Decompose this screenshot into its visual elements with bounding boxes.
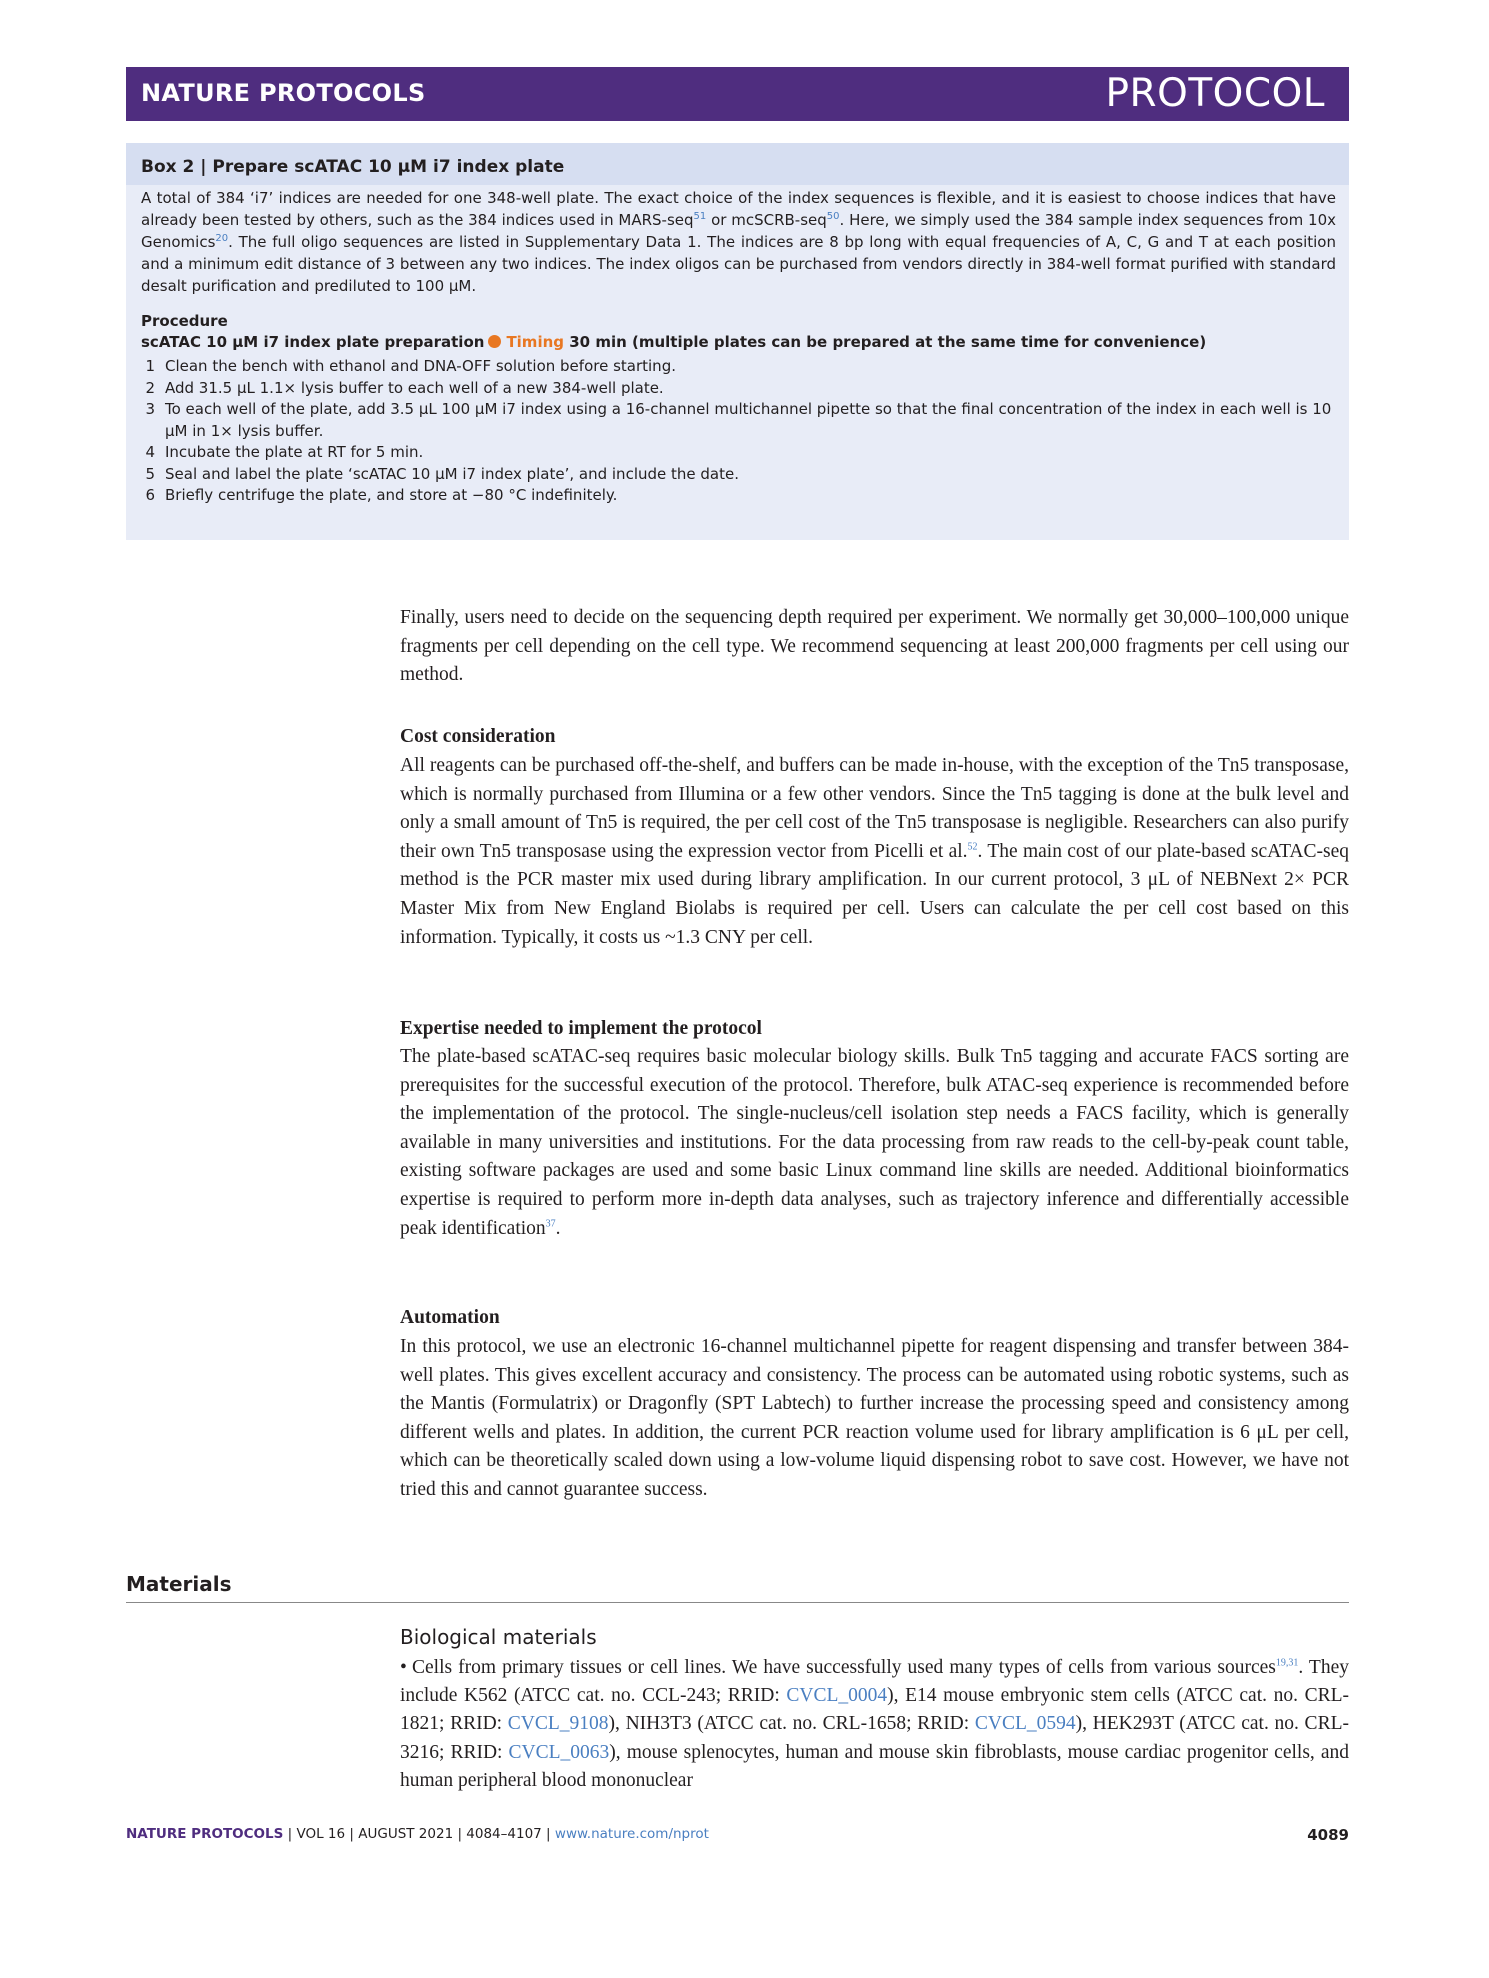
paragraph-text: . The main cost of our plate-based scATAC-seq method is the PCR master mix used during library amplification. In our current protocol, 3 μL of NEBNext 2× PCR Master Mix from New England Biolabs is required per cell. Users can calculate the per cell cost based on this information. Typically, it costs us ~1.3 CNY per cell. — [400, 840, 1350, 948]
item-text: ), E14 mouse embryonic stem cells (ATCC cat. no. CRL-1821; RRID: — [400, 1685, 1349, 1735]
paragraph-text: In this protocol, we use an electronic 16-channel multichannel pipette for reagent dispensing and transfer between 384-well plates. This gives excellent accuracy and consistency. The process can be automated using robotic systems, such as the Mantis (Formulatrix) or Dragonfly (SPT Labtech) to further increase the processing speed and consistency among different wells and plates. In addition, the current PCR reaction volume used for library amplification is 6 μL per cell, which can be theoretically scaled down using a low-volume liquid dispensing robot to save cost. However, we have not tried this and cannot guarantee success. — [400, 1336, 1349, 1500]
rrid-link[interactable]: CVCL_0594 — [974, 1713, 1076, 1735]
procedure-step — [141, 399, 1336, 442]
item-text: ), NIH3T3 (ATCC cat. no. CRL-1658; RRID: — [608, 1713, 975, 1735]
paragraph-sequencing-depth — [400, 604, 1349, 690]
paragraph-text: All reagents can be purchased off-the-shelf, and buffers can be made in-house, with the exception of the Tn5 transposase, which is normally purchased from Illumina or a few other vendors. Since the Tn5 tagging is done at the bulk level and only a small amount of Tn5 is required, the per cell cost of the Tn5 transposase is negligible. Researchers can also purify their own Tn5 transposase using the expression vector from Picelli et al. — [400, 755, 1349, 862]
citation-ref[interactable]: 50 — [826, 211, 840, 222]
step-number: 6 — [145, 486, 155, 504]
procedure-step — [141, 356, 1336, 378]
box-title: Box 2 | Prepare scATAC 10 μM i7 index plate — [141, 157, 565, 177]
timing-label: Timing — [506, 333, 564, 351]
step-number: 5 — [145, 464, 155, 483]
procedure-step — [141, 442, 1336, 464]
step-text: Incubate the plate at RT for 5 min. — [165, 443, 424, 461]
timing-dot-icon — [488, 335, 501, 348]
section-heading-cost: Cost consideration — [400, 726, 556, 747]
journal-name: NATURE PROTOCOLS — [141, 79, 426, 107]
materials-heading: Materials — [126, 1572, 232, 1596]
item-text: . They include K562 (ATCC cat. no. CCL-243; RRID: — [400, 1657, 1349, 1707]
step-number: 4 — [145, 443, 155, 461]
step-text: Briefly centrifuge the plate, and store at −80 °C indefinitely. — [165, 486, 618, 504]
procedure-step — [141, 378, 1336, 400]
section-heading-automation: Automation — [400, 1307, 500, 1328]
box-2 — [126, 143, 1349, 540]
box-intro-text: A total of 384 ‘i7’ indices are needed for one 348-well plate. The exact choice of the index sequences is flexible, and it is easiest to choose indices that have already been tested by others, such as the 384 indices used in MARS-seq — [141, 189, 1336, 229]
box-intro-text: . Here, we simply used the 384 sample index sequences from 10x Genomics — [141, 211, 1336, 251]
step-number: 1 — [145, 357, 155, 375]
item-text: ), mouse splenocytes, human and mouse skin fibroblasts, mouse cardiac progenitor cells, and human peripheral blood mononuclear — [400, 1741, 1349, 1791]
footer-link[interactable]: www.nature.com/nprot — [554, 1826, 709, 1842]
rrid-link[interactable]: CVCL_9108 — [507, 1713, 609, 1735]
procedure-step-heading — [141, 333, 1206, 351]
step-text: To each well of the plate, add 3.5 μL 100 μM i7 index using a 16-channel multichannel pipette so that the final concentration of the index in each well is 10 μM in 1× lysis buffer. — [165, 400, 1332, 440]
paragraph-text: The plate-based scATAC-seq requires basic molecular biology skills. Bulk Tn5 tagging and accurate FACS sorting are prerequisites for the successful execution of the protocol. Therefore, bulk ATAC-seq experience is recommended before the implementation of the protocol. The single-nucleus/cell isolation step needs a FACS facility, which is generally available in many universities and institutions. For the data processing from raw reads to the cell-by-peak count table, existing software packages are used and some basic Linux command line skills are needed. Additional bioinformatics expertise is required to perform more in-depth data analyses, such as trajectory inference and differentially accessible peak identification — [400, 1046, 1349, 1239]
section-heading-expertise: Expertise needed to implement the protocol — [400, 1018, 762, 1039]
footer-journal: NATURE PROTOCOLS — [126, 1826, 284, 1842]
box-intro-text: . The full oligo sequences are listed in Supplementary Data 1. The indices are 8 bp long with equal frequencies of A, C, G and T at each position and a minimum edit distance of 3 between any two indices. The index oligos can be purchased from vendors directly in 384-well format purified with standard desalt purification and prediluted to 100 μM. — [141, 233, 1336, 295]
box-intro-text: or mcSCRB-seq — [706, 211, 827, 229]
citation-ref[interactable]: 37 — [545, 1218, 556, 1230]
rrid-link[interactable]: CVCL_0063 — [508, 1741, 610, 1763]
paragraph-cost — [400, 752, 1349, 952]
article-type: PROTOCOL — [1105, 71, 1325, 116]
step-number: 2 — [145, 378, 155, 397]
rrid-link[interactable]: CVCL_0004 — [786, 1685, 888, 1707]
paragraph-automation — [400, 1333, 1349, 1505]
bullet-icon: • — [400, 1657, 407, 1678]
paragraph-expertise — [400, 1043, 1349, 1243]
materials-divider — [126, 1602, 1349, 1603]
paragraph-text: Finally, users need to decide on the sequencing depth required per experiment. We normally get 30,000–100,000 unique fragments per cell depending on the cell type. We recommend sequencing at least 200,000 fragments per cell using our method. — [400, 607, 1349, 686]
box-title-bar — [126, 143, 1349, 185]
box-intro — [141, 187, 1336, 297]
biological-materials-heading: Biological materials — [400, 1625, 597, 1649]
citation-ref[interactable]: 51 — [693, 211, 707, 222]
timing-text: 30 min (multiple plates can be prepared at the same time for convenience) — [569, 333, 1207, 351]
page-number: 4089 — [1307, 1826, 1349, 1844]
item-text: Cells from primary tissues or cell lines. We have successfully used many types of cells from various sources — [412, 1657, 1276, 1678]
procedure-step — [141, 464, 1336, 486]
procedure-label: Procedure — [141, 312, 228, 330]
step-number: 3 — [145, 400, 155, 418]
biological-materials-item — [400, 1654, 1349, 1795]
step-text: Seal and label the plate ‘scATAC 10 μM i7 index plate’, and include the date. — [165, 464, 739, 483]
page-footer — [126, 1826, 1349, 1842]
journal-header-bar — [126, 67, 1349, 121]
item-text: ), HEK293T (ATCC cat. no. CRL-3216; RRID: — [400, 1713, 1349, 1763]
citation-ref[interactable]: 19,31 — [1275, 1657, 1299, 1669]
procedure-step — [141, 485, 1336, 507]
citation-ref[interactable]: 52 — [967, 841, 978, 853]
step-heading-text: scATAC 10 μM i7 index plate preparation — [141, 333, 485, 351]
step-text: Clean the bench with ethanol and DNA-OFF solution before starting. — [165, 357, 676, 375]
citation-ref[interactable]: 20 — [215, 233, 229, 244]
procedure-steps — [141, 356, 1336, 507]
step-text: Add 31.5 μL 1.1× lysis buffer to each well of a new 384-well plate. — [165, 378, 664, 397]
footer-details: | VOL 16 | AUGUST 2021 | 4084–4107 | — [287, 1826, 551, 1842]
paragraph-text: . — [555, 1217, 561, 1239]
